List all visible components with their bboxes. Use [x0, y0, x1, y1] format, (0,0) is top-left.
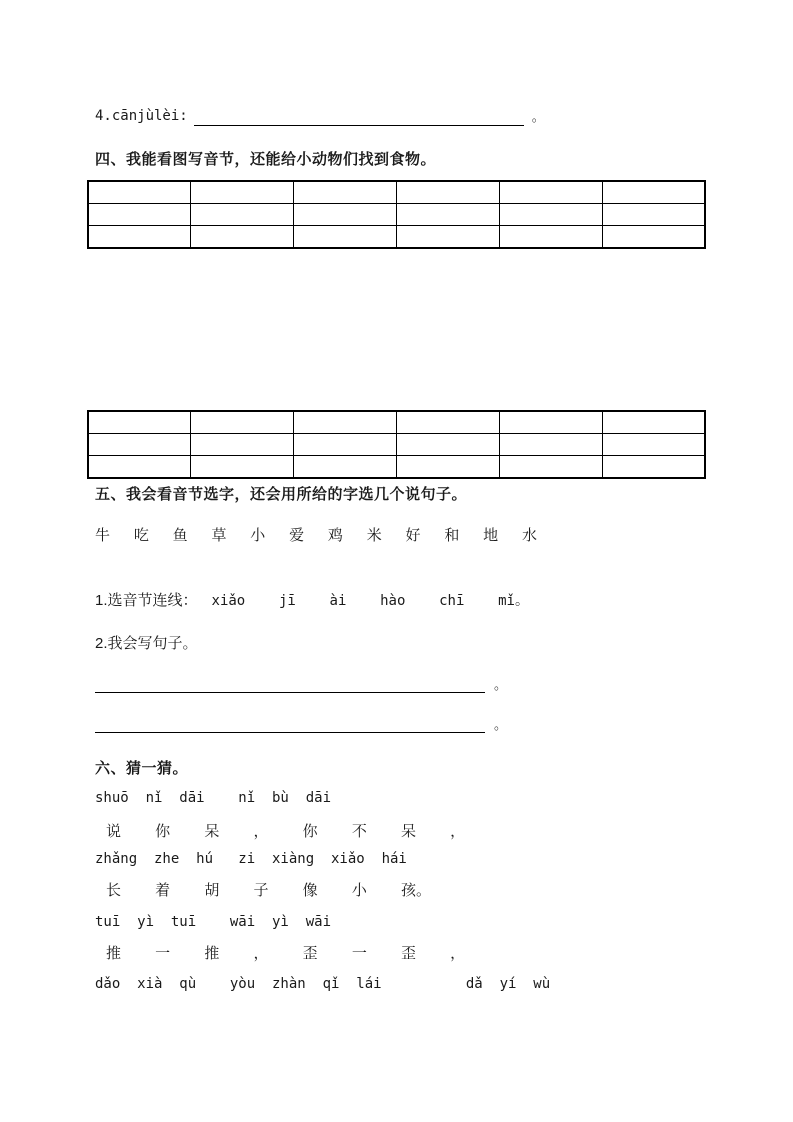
table-cell[interactable] [88, 434, 191, 456]
table-cell[interactable] [499, 456, 602, 479]
section-four-heading: 四、我能看图写音节，还能给小动物们找到食物。 [95, 151, 437, 168]
bank-char: 爱 [289, 527, 305, 544]
table-cell[interactable] [191, 204, 294, 226]
riddle-pinyin-line: shuō nǐ dāi nǐ bù dāi [95, 790, 332, 806]
table-cell[interactable] [602, 181, 705, 204]
table-row [88, 411, 705, 434]
answer-table-top [87, 180, 706, 249]
bank-char: 好 [405, 527, 421, 544]
table-cell[interactable] [499, 411, 602, 434]
riddle-hanzi-line: 长 着 胡 子 像 小 孩。 [106, 882, 432, 899]
section-six-heading: 六、猜一猜。 [95, 760, 189, 777]
bank-char: 吃 [133, 527, 149, 544]
question-4-answer-blank[interactable] [194, 107, 524, 126]
table-row [88, 204, 705, 226]
table-cell[interactable] [294, 226, 397, 249]
subitem-2-label: 2.我会写句子。 [95, 635, 198, 652]
table-cell[interactable] [294, 204, 397, 226]
sentence-period: 。 [494, 717, 508, 732]
riddle-pinyin-line: tuī yì tuī wāi yì wāi [95, 914, 332, 930]
table-cell[interactable] [294, 434, 397, 456]
table-cell[interactable] [396, 226, 499, 249]
bank-char: 草 [211, 527, 227, 544]
table-cell[interactable] [191, 411, 294, 434]
riddle-hanzi-line: 说 你 呆 ， 你 不 呆 ， [106, 823, 466, 840]
question-4-period: 。 [531, 109, 545, 124]
table-row [88, 181, 705, 204]
table-cell[interactable] [88, 411, 191, 434]
table-cell[interactable] [499, 204, 602, 226]
question-4-label: 4.cānjùlèi: [95, 108, 188, 124]
table-cell[interactable] [191, 434, 294, 456]
table-cell[interactable] [191, 181, 294, 204]
table-cell[interactable] [396, 204, 499, 226]
table-cell[interactable] [499, 434, 602, 456]
table-cell[interactable] [294, 411, 397, 434]
bank-char: 鸡 [327, 527, 343, 544]
bank-char: 牛 [95, 527, 111, 544]
sentence-period: 。 [494, 677, 508, 692]
sentence-writing-line[interactable] [95, 672, 485, 693]
subitem-1-pinyin: xiǎo jī ài hào chī mǐ。 [211, 593, 529, 609]
table-cell[interactable] [602, 226, 705, 249]
table-cell[interactable] [396, 411, 499, 434]
table-row [88, 456, 705, 479]
table-cell[interactable] [602, 434, 705, 456]
table-cell[interactable] [499, 226, 602, 249]
table-cell[interactable] [191, 226, 294, 249]
sentence-blank-row-1 [95, 672, 507, 693]
section-five-heading: 五、我会看音节选字，还会用所给的字选几个说句子。 [95, 486, 468, 503]
table-cell[interactable] [88, 181, 191, 204]
table-cell[interactable] [602, 456, 705, 479]
table-cell[interactable] [191, 456, 294, 479]
bank-char: 小 [250, 527, 266, 544]
table-cell[interactable] [396, 456, 499, 479]
table-cell[interactable] [396, 434, 499, 456]
bank-char: 地 [483, 527, 499, 544]
sentence-writing-line[interactable] [95, 712, 485, 733]
table-row [88, 434, 705, 456]
table-cell[interactable] [602, 204, 705, 226]
character-bank [95, 524, 537, 545]
subitem-1-row [95, 589, 529, 610]
table-cell[interactable] [602, 411, 705, 434]
bank-char: 米 [366, 527, 382, 544]
riddle-pinyin-line: zhǎng zhe hú zi xiàng xiǎo hái [95, 851, 407, 867]
table-cell[interactable] [88, 204, 191, 226]
bank-char: 和 [444, 527, 460, 544]
question-4-row [95, 106, 545, 126]
riddle-hanzi-line: 推 一 推 ， 歪 一 歪 ， [106, 945, 466, 962]
subitem-1-label: 1.选音节连线： [95, 592, 198, 609]
answer-table-bottom [87, 410, 706, 479]
riddle-pinyin-line: dǎo xià qù yòu zhàn qǐ lái dǎ yí wù [95, 976, 551, 992]
table-cell[interactable] [88, 226, 191, 249]
table-cell[interactable] [396, 181, 499, 204]
table-row [88, 226, 705, 249]
bank-char: 鱼 [172, 527, 188, 544]
table-cell[interactable] [294, 456, 397, 479]
table-cell[interactable] [88, 456, 191, 479]
table-cell[interactable] [499, 181, 602, 204]
table-cell[interactable] [294, 181, 397, 204]
bank-char: 水 [521, 527, 537, 544]
sentence-blank-row-2 [95, 712, 507, 733]
